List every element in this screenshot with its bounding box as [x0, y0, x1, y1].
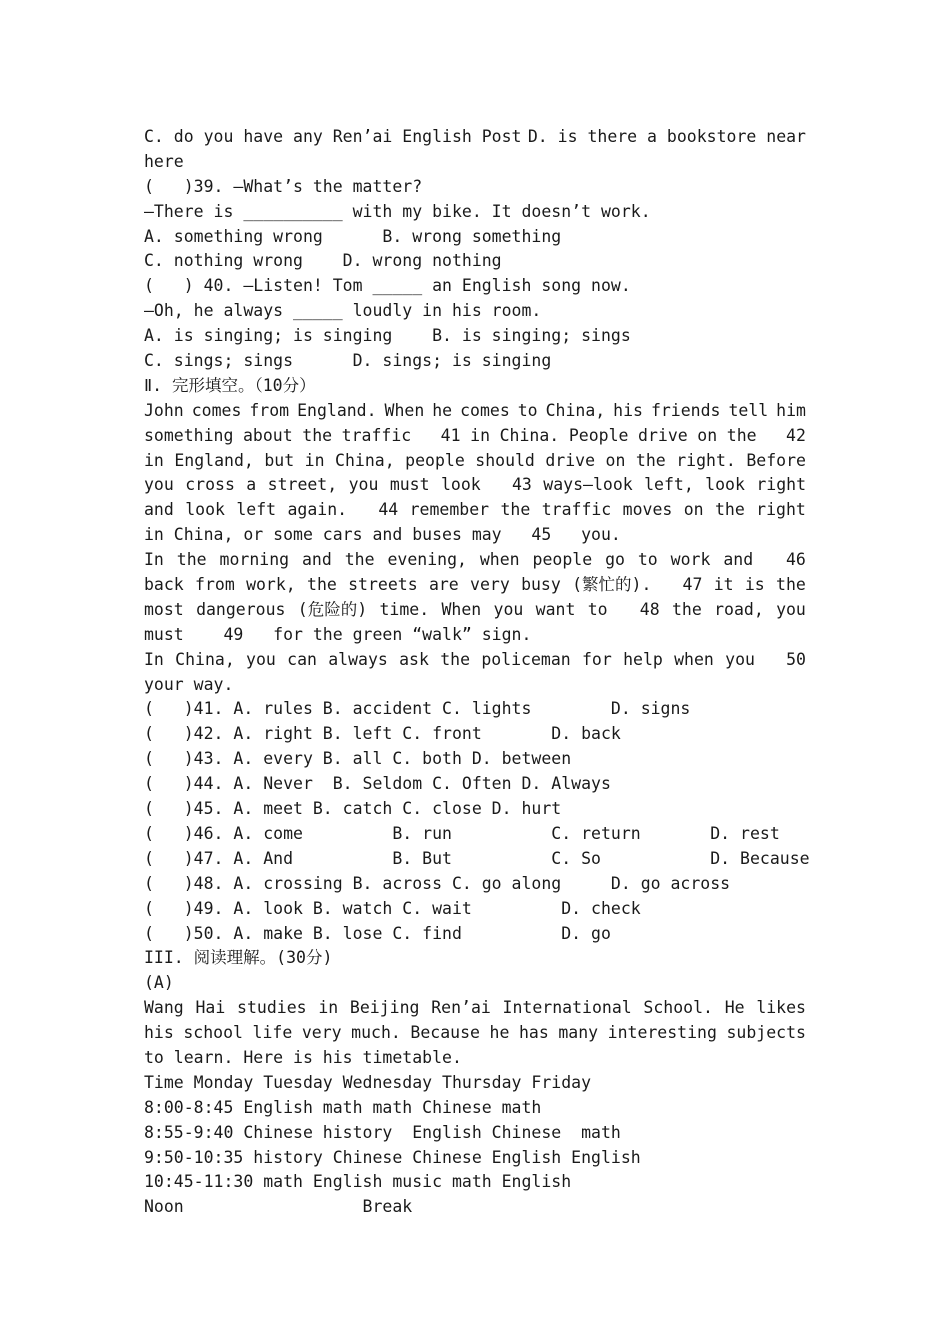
cloze-passage-line — [144, 449, 806, 474]
cloze-option-row: ( )45. A. meet B. catch C. close D. hurt — [144, 799, 562, 819]
cloze-passage-word: friends — [650, 400, 721, 420]
cloze-passage-word: it — [713, 575, 734, 595]
cloze-option-row: ( )50. A. make B. lose C. find D. go — [144, 923, 611, 943]
q39-dialogue: —There is __________ with my bike. It doesn’t work. — [144, 201, 651, 221]
cloze-option-row: ( )49. A. look B. watch C. wait D. check — [144, 898, 641, 918]
reading-passage-word: many — [558, 1023, 599, 1043]
section-3-title: III. 阅读理解。(30分) — [144, 948, 333, 968]
reading-passage-word: studies — [237, 998, 307, 1018]
cloze-passage-word: must — [389, 475, 430, 495]
cloze-passage-word: dangerous — [196, 599, 286, 619]
cloze-passage-word: England. — [297, 400, 377, 420]
reading-passage-word: Hai — [195, 998, 226, 1018]
cloze-passage-word: should — [475, 450, 535, 470]
cloze-passage-line — [144, 598, 806, 623]
cloze-passage-word: the — [635, 450, 666, 470]
cloze-passage-line — [144, 498, 806, 523]
cloze-passage-word: help — [623, 649, 663, 669]
cloze-passage-word: remember — [409, 500, 490, 520]
timetable-row: Noon Break — [144, 1197, 413, 1217]
reading-passage-word: school — [183, 1023, 243, 1043]
cloze-passage-word: China, — [335, 450, 395, 470]
cloze-passage-word: ask — [399, 649, 429, 669]
cloze-passage-line — [144, 399, 806, 424]
q39-stem: ( )39. —What’s the matter? — [144, 176, 423, 196]
cloze-passage-word: people — [405, 450, 465, 470]
q38-option-d: D. is there a bookstore near — [527, 127, 806, 146]
cloze-passage-word: he — [432, 400, 453, 420]
cloze-passage-word: a — [246, 475, 257, 495]
cloze-passage-word: the — [671, 599, 702, 619]
reading-passage-word: Wang — [144, 998, 184, 1018]
reading-passage-word: life — [252, 1023, 293, 1043]
cloze-passage-word: to — [517, 400, 538, 420]
cloze-passage-word: China. — [499, 425, 560, 445]
reading-passage-word: much. — [351, 1023, 401, 1043]
cloze-passage-word: drive — [638, 425, 688, 445]
cloze-passage-word: but — [264, 450, 295, 470]
cloze-passage-word: people — [532, 550, 593, 570]
cloze-passage-word: in — [144, 450, 164, 470]
q40-options-cd: C. sings; sings D. sings; is singing — [144, 351, 552, 371]
q38-options-line — [144, 125, 806, 150]
cloze-passage-word: road, — [714, 599, 764, 619]
cloze-passage-line — [144, 424, 806, 449]
cloze-passage-word: England, — [174, 450, 254, 470]
timetable-row: Time Monday Tuesday Wednesday Thursday Friday — [144, 1072, 592, 1092]
cloze-passage-word: in China, or some cars and buses may 45 you. — [144, 525, 621, 545]
cloze-passage-word: you — [144, 475, 174, 495]
cloze-passage-line — [144, 648, 806, 673]
cloze-passage-word: the — [176, 550, 207, 570]
cloze-passage-word: always — [328, 649, 388, 669]
cloze-option-row: ( )48. A. crossing B. across C. go along D. go across — [144, 873, 731, 893]
cloze-passage-word: comes — [191, 400, 242, 420]
cloze-passage-word: comes — [460, 400, 510, 420]
cloze-passage-word: his — [613, 400, 643, 420]
cloze-passage-word: you — [348, 475, 379, 495]
q40-dialogue: —Oh, he always _____ loudly in his room. — [144, 301, 542, 321]
cloze-passage-word: the — [344, 550, 375, 570]
reading-passage-line — [144, 1021, 806, 1046]
timetable-row: 9:50-10:35 history Chinese Chinese English English — [144, 1147, 641, 1167]
cloze-passage-word: John — [144, 400, 184, 420]
cloze-passage-word: right. — [676, 450, 736, 470]
cloze-passage-word: in — [304, 450, 325, 470]
cloze-passage-word: him — [776, 400, 806, 420]
reading-passage-word: to learn. Here is his timetable. — [144, 1047, 462, 1067]
cloze-passage-word: the — [307, 575, 337, 595]
reading-passage-word: his — [144, 1023, 174, 1043]
cloze-passage-word: are — [428, 575, 459, 595]
cloze-passage — [144, 399, 806, 698]
cloze-passage-word: (繁忙的). — [572, 575, 652, 595]
cloze-passage-word: When — [441, 599, 482, 619]
document-page — [144, 125, 810, 1220]
cloze-passage-word: ways—look — [543, 475, 633, 495]
reading-passage-word: interesting — [607, 1023, 717, 1043]
cloze-passage-word: left, — [644, 475, 694, 495]
cloze-passage-word: look — [705, 475, 745, 495]
cloze-passage-word: want — [535, 599, 576, 619]
cloze-passage-word: 47 — [662, 575, 703, 595]
reading-passage-word: He — [724, 998, 745, 1018]
cloze-passage-word: and — [144, 500, 174, 520]
cloze-passage-word: is — [744, 575, 765, 595]
cloze-passage-word: go — [605, 550, 625, 570]
cloze-passage-word: right — [756, 500, 806, 520]
cloze-passage-word: the — [302, 425, 333, 445]
cloze-passage-word: morning — [219, 550, 290, 570]
reading-passage-word: Beijing — [349, 998, 420, 1018]
q38-option-c: C. do you have any Ren’ai English Post — [144, 127, 522, 146]
cloze-passage-word: left — [236, 500, 277, 520]
cloze-option-row: ( )46. A. come B. run C. return D. rest — [144, 823, 780, 843]
cloze-passage-word: (危险的) — [297, 599, 368, 619]
cloze-passage-word: back — [144, 575, 184, 595]
cloze-passage-word: you — [246, 649, 276, 669]
cloze-passage-word: on — [683, 500, 704, 520]
reading-passage-word: very — [301, 1023, 342, 1043]
cloze-passage-word: in — [470, 425, 491, 445]
cloze-passage-word: moves — [622, 500, 673, 520]
q39-options-ab: A. something wrong B. wrong something — [144, 226, 562, 246]
cloze-passage-word: when — [674, 649, 714, 669]
timetable-row: 10:45-11:30 math English music math English — [144, 1172, 572, 1192]
reading-passage-word: International — [502, 998, 632, 1018]
timetable-row: 8:00-8:45 English math math Chinese math — [144, 1097, 542, 1117]
reading-passage-line — [144, 996, 806, 1021]
reading-passage-word: School. — [643, 998, 713, 1018]
cloze-passage-word: the — [440, 649, 471, 669]
cloze-passage-line — [144, 673, 806, 698]
cloze-passage-word: drive — [545, 450, 596, 470]
cloze-passage-word: about — [243, 425, 293, 445]
cloze-passage-word: very — [470, 575, 510, 595]
cloze-passage-word: on — [697, 425, 718, 445]
cloze-option-row: ( )47. A. And B. But C. So D. Because — [144, 848, 810, 868]
q40-stem: ( ) 40. —Listen! Tom _____ an English song now. — [144, 276, 631, 296]
cloze-passage-line — [144, 548, 806, 573]
cloze-passage-word: work, — [246, 575, 296, 595]
cloze-passage-word: look — [185, 500, 225, 520]
reading-passage-word: subjects — [726, 1023, 806, 1043]
cloze-passage-word: you — [776, 599, 806, 619]
cloze-passage-word: your way. — [144, 674, 234, 694]
cloze-passage-word: 42 — [766, 425, 806, 445]
cloze-option-row: ( )44. A. Never B. Seldom C. Often D. Always — [144, 774, 611, 794]
cloze-passage-word: tell — [728, 400, 769, 420]
cloze-passage-word: can — [287, 649, 317, 669]
cloze-passage-word: time. — [379, 599, 430, 619]
cloze-passage-word: 50 — [766, 649, 806, 669]
cloze-passage-word: look — [440, 475, 481, 495]
cloze-passage-word: 43 — [492, 475, 532, 495]
cloze-passage-word: 44 — [358, 500, 399, 520]
cloze-passage-line — [144, 473, 806, 498]
cloze-passage-word: China, — [545, 400, 606, 420]
reading-passage-word: Ren’ai — [431, 998, 491, 1018]
cloze-passage-word: the — [776, 575, 806, 595]
cloze-passage-word: work — [670, 550, 711, 570]
cloze-passage-word: from — [249, 400, 290, 420]
timetable-row: 8:55-9:40 Chinese history English Chinese math — [144, 1122, 621, 1142]
reading-passage-word: likes — [756, 998, 806, 1018]
reading-passage-word: Because — [410, 1023, 480, 1043]
cloze-option-row: ( )42. A. right B. left C. front D. back — [144, 724, 621, 744]
cloze-passage-word: busy — [521, 575, 561, 595]
cloze-passage-word: to — [587, 599, 608, 619]
timetable — [144, 1071, 806, 1220]
cloze-passage-word: right — [756, 475, 806, 495]
cloze-passage-word: something — [144, 425, 234, 445]
cloze-passage-line — [144, 623, 806, 648]
cloze-passage-word: most — [144, 599, 184, 619]
cloze-passage-word: on — [605, 450, 626, 470]
cloze-passage-word: the — [726, 425, 757, 445]
cloze-passage-word: to — [637, 550, 658, 570]
cloze-passage-word: the — [714, 500, 745, 520]
cloze-passage-word: cross — [185, 475, 235, 495]
cloze-passage-word: you — [725, 649, 755, 669]
cloze-passage-word: 41 — [420, 425, 461, 445]
cloze-passage-word: People — [568, 425, 629, 445]
cloze-passage-word: evening, — [387, 550, 467, 570]
q40-options-ab: A. is singing; is singing B. is singing; sings — [144, 326, 631, 346]
cloze-passage-word: must 49 for the green “walk” sign. — [144, 624, 532, 644]
cloze-passage-word: and — [723, 550, 754, 570]
cloze-passage-word: 46 — [766, 550, 806, 570]
q39-options-cd: C. nothing wrong D. wrong nothing — [144, 251, 502, 271]
cloze-passage-word: policeman — [481, 649, 571, 669]
reading-passage — [144, 996, 806, 1071]
cloze-passage-word: In — [144, 649, 164, 669]
cloze-option-row: ( )43. A. every B. all C. both D. between — [144, 749, 572, 769]
section-2-title: Ⅱ. 完形填空。（10分） — [144, 375, 316, 395]
cloze-passage-word: from — [195, 575, 235, 595]
cloze-passage-word: traffic — [541, 500, 612, 520]
cloze-passage-word: the — [500, 500, 531, 520]
cloze-options-list — [144, 697, 810, 946]
reading-part-label: (A) — [144, 973, 174, 993]
reading-passage-word: has — [518, 1023, 549, 1043]
cloze-passage-word: when — [479, 550, 520, 570]
cloze-passage-word: traffic — [341, 425, 412, 445]
reading-passage-word: in — [318, 998, 339, 1018]
cloze-passage-word: In — [144, 550, 164, 570]
cloze-passage-word: China, — [175, 649, 235, 669]
cloze-passage-word: for — [582, 649, 612, 669]
reading-passage-line — [144, 1046, 806, 1071]
cloze-passage-word: 48 — [619, 599, 660, 619]
cloze-passage-word: streets — [348, 575, 418, 595]
cloze-passage-word: street, — [267, 475, 338, 495]
cloze-passage-word: you — [493, 599, 524, 619]
cloze-passage-word: Before — [746, 450, 806, 470]
q38-option-d-continued: here — [144, 151, 184, 171]
reading-passage-word: he — [489, 1023, 510, 1043]
cloze-passage-line — [144, 523, 806, 548]
cloze-passage-word: When — [384, 400, 425, 420]
cloze-passage-word: and — [302, 550, 332, 570]
cloze-option-row: ( )41. A. rules B. accident C. lights D. signs — [144, 699, 691, 719]
cloze-passage-line — [144, 573, 806, 598]
cloze-passage-word: again. — [287, 500, 348, 520]
